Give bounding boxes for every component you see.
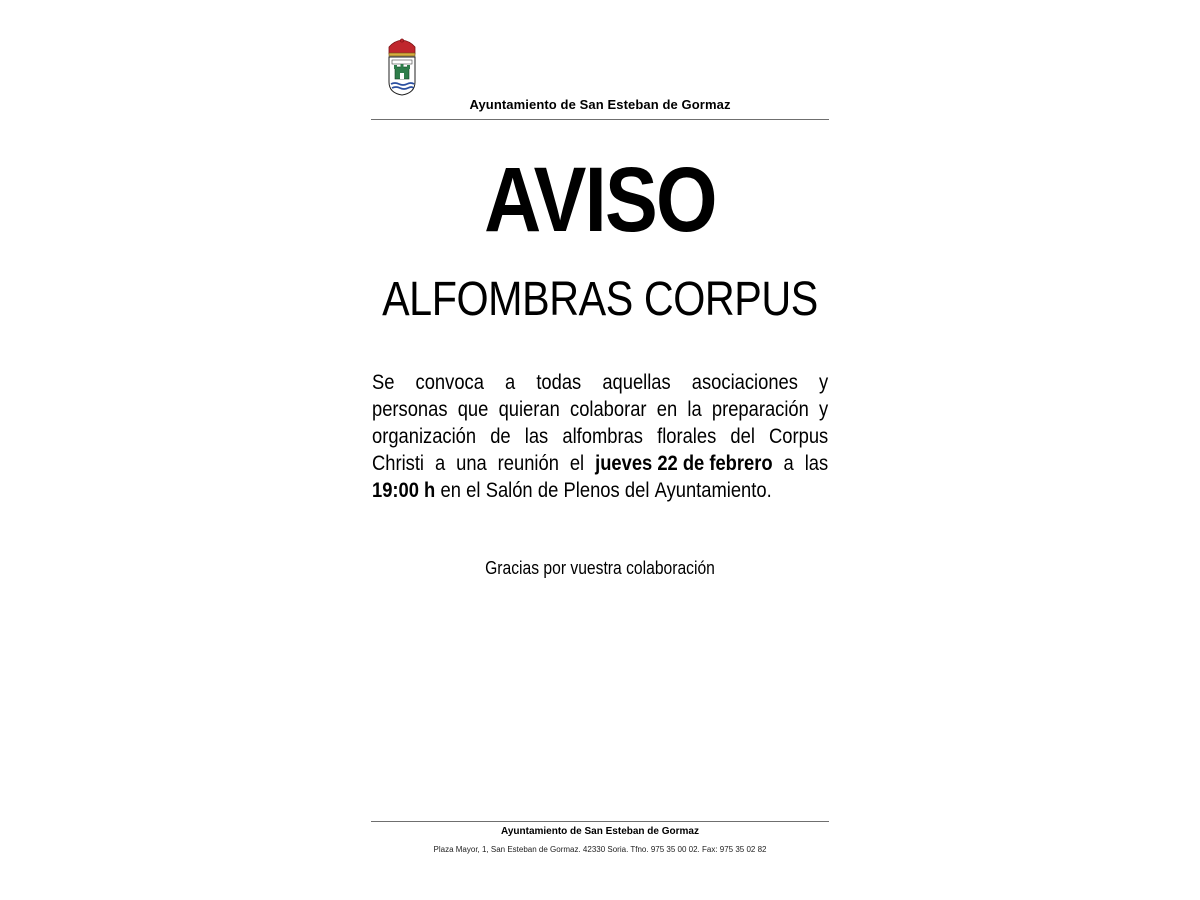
body-word: florales bbox=[657, 425, 717, 448]
coat-of-arms-icon bbox=[386, 38, 418, 96]
body-word: Ayuntamiento. bbox=[654, 479, 772, 502]
body-word: asociaciones bbox=[691, 371, 798, 394]
body-word: reunión bbox=[497, 452, 559, 475]
body-word: Salón bbox=[485, 479, 533, 502]
body-word: todas bbox=[536, 371, 582, 394]
header-title: Ayuntamiento de San Esteban de Gormaz bbox=[469, 97, 731, 112]
body-word: a bbox=[783, 452, 794, 475]
body-word: a bbox=[434, 452, 446, 475]
body-word: una bbox=[456, 452, 487, 475]
body-word: las bbox=[804, 452, 829, 475]
body-word: del bbox=[730, 425, 755, 448]
body-word: en bbox=[440, 479, 461, 502]
closing-text: Gracias por vuestra colaboración bbox=[485, 558, 715, 578]
body-word: Se bbox=[372, 371, 395, 394]
footer-title: Ayuntamiento de San Esteban de Gormaz bbox=[500, 826, 699, 837]
body-word: Christi bbox=[372, 452, 425, 475]
body-word: de bbox=[490, 425, 511, 448]
body-line bbox=[372, 423, 828, 450]
body-line bbox=[372, 369, 828, 396]
body-word: las bbox=[524, 425, 549, 448]
body-line bbox=[372, 396, 828, 423]
footer-address: Plaza Mayor, 1, San Esteban de Gormaz. 42330 Soria. Tfno. 975 35 00 02. Fax: 975 35 02 82 bbox=[433, 845, 767, 854]
body-word: del bbox=[624, 479, 650, 502]
body-word: la bbox=[687, 398, 702, 421]
body-emphasis: 19:00 h bbox=[372, 479, 436, 502]
body-emphasis: jueves 22 de febrero bbox=[595, 452, 773, 475]
body-word: alfombras bbox=[562, 425, 643, 448]
body-word: y bbox=[819, 398, 829, 421]
body-word: de bbox=[537, 479, 559, 502]
body-word: preparación bbox=[711, 398, 809, 421]
body-word: organización bbox=[372, 425, 477, 448]
body-word: personas bbox=[372, 398, 448, 421]
body-word: quieran bbox=[498, 398, 560, 421]
notice-heading: AVISO bbox=[484, 149, 716, 251]
body-word: colaborar bbox=[570, 398, 647, 421]
body-line bbox=[372, 450, 828, 477]
body-word: el bbox=[569, 452, 585, 475]
body-word: y bbox=[819, 371, 829, 394]
body-word: en bbox=[656, 398, 678, 421]
footer-divider bbox=[371, 821, 829, 822]
header-divider bbox=[371, 119, 829, 120]
body-word: aquellas bbox=[602, 371, 671, 394]
body-line bbox=[372, 477, 828, 504]
body-word: convoca bbox=[415, 371, 484, 394]
body-word: el bbox=[466, 479, 481, 502]
body-word: Corpus bbox=[769, 425, 829, 448]
notice-body bbox=[372, 369, 828, 504]
notice-subtitle: ALFOMBRAS CORPUS bbox=[382, 273, 818, 326]
body-word: que bbox=[457, 398, 489, 421]
body-word: a bbox=[505, 371, 516, 394]
body-word: Plenos bbox=[563, 479, 620, 502]
